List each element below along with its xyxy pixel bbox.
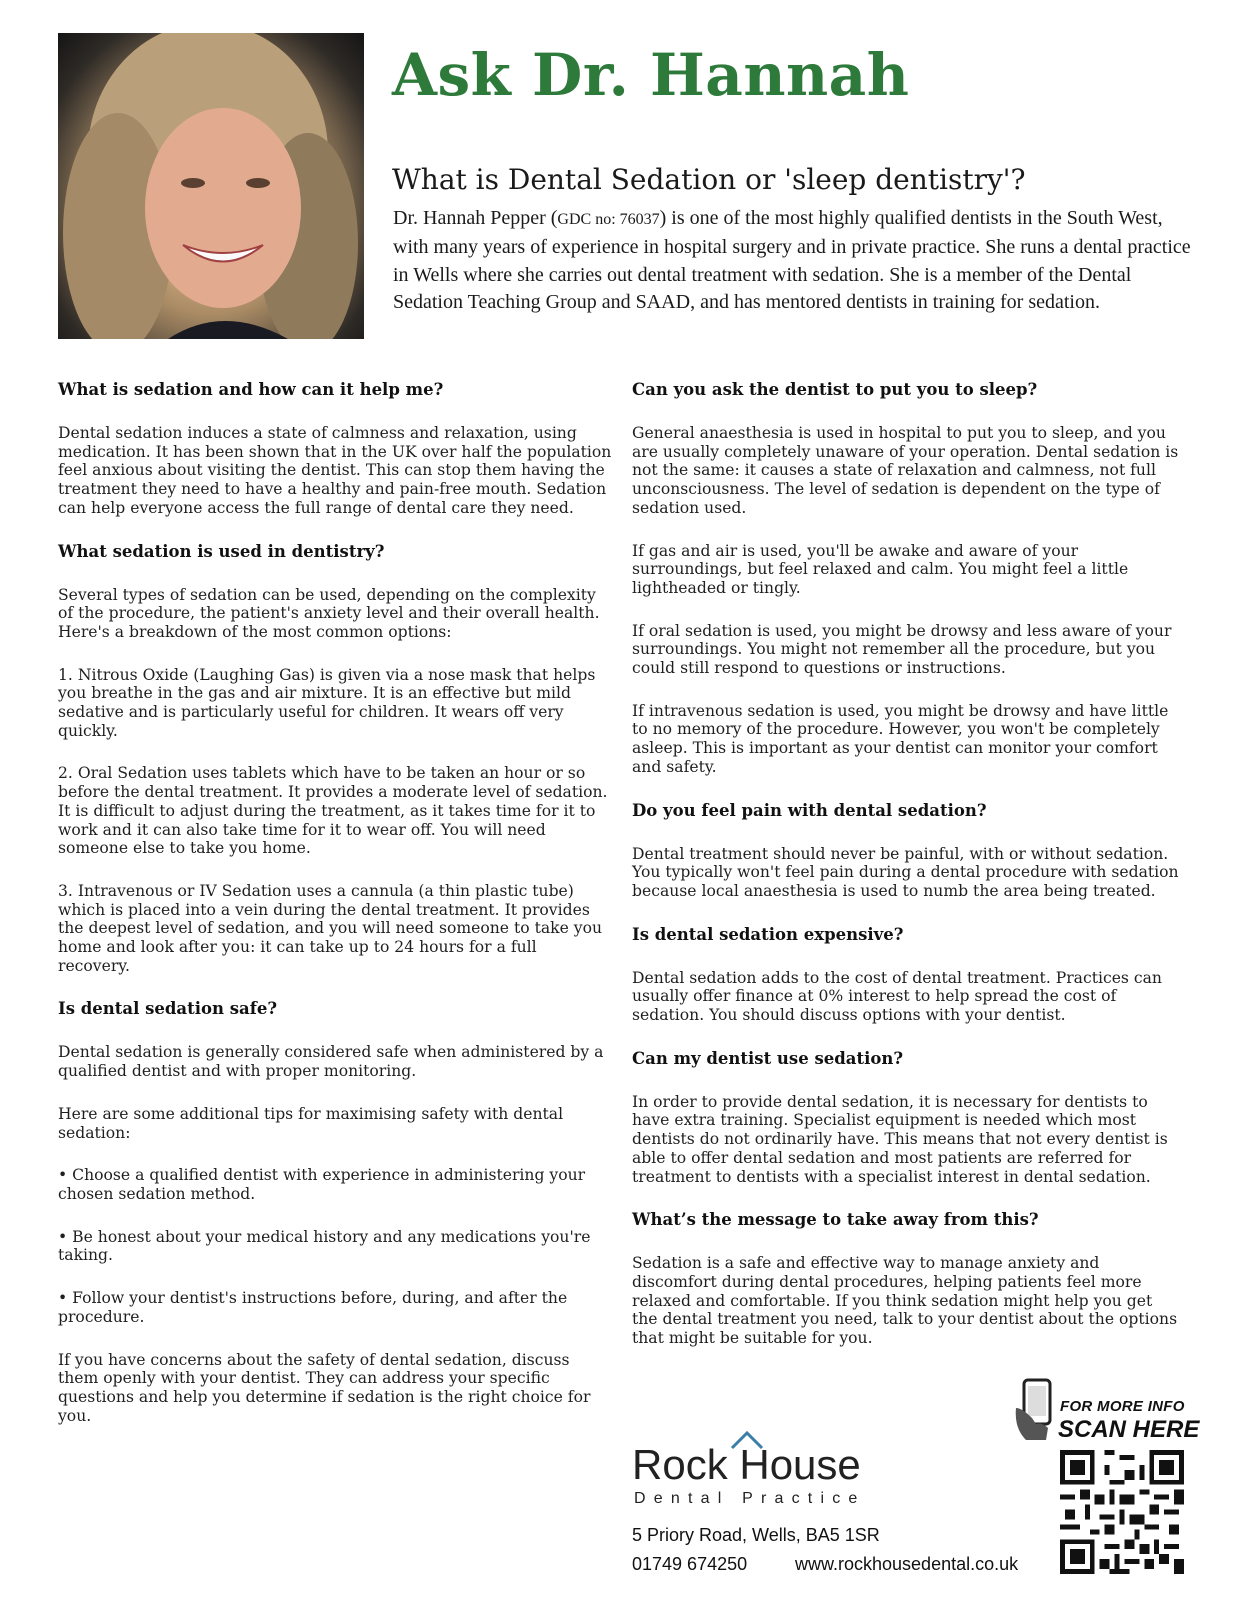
rock-house-logo (632, 1430, 892, 1510)
logo-wordmark: Rock House (632, 1441, 861, 1488)
paragraph: If intravenous sedation is used, you might be drowsy and have little to no memory of the procedure. However, you won't be completely asleep. This is important as your dentist can monitor your comfort and safety. (632, 701, 1169, 776)
section-heading: Is dental sedation safe? (58, 999, 278, 1019)
paragraph: If you have concerns about the safety of dental sedation, discuss them openly with your dentist. They can address your specific questions and help you determine if sedation is the right choice for you. (58, 1350, 591, 1425)
hand-phone-icon (1012, 1378, 1056, 1446)
paragraph: If gas and air is used, you'll be awake and aware of your surroundings, but feel relaxed and calm. You might feel a little lightheaded or tingly. (632, 541, 1129, 597)
paragraph: Dental treatment should never be painful, with or without sedation. You typically won't feel pain during a dental procedure with sedation because local anaesthesia is used to numb the area being treated. (632, 844, 1179, 900)
bullet-item: • Follow your dentist's instructions before, during, and after the procedure. (58, 1289, 568, 1326)
section-heading: What sedation is used in dentistry? (58, 541, 385, 561)
bullet-item: • Be honest about your medical history and any medications you're taking. (58, 1227, 591, 1265)
paragraph: Sedation is a safe and effective way to manage anxiety and discomfort during dental procedures, helping patients feel more relaxed and comfortable. If you think sedation might help you get the dental treatment you need, talk to your dentist about the options that might be suitable for you. (632, 1254, 1178, 1348)
practice-website[interactable]: www.rockhousedental.co.uk (795, 1554, 1019, 1574)
paragraph: In order to provide dental sedation, it is necessary for dentists to have extra training. Specialist equipment is needed which most dentists do not ordinarily have. This means that not every dentist is able to offer dental sedation and most patients are referred for treatment to dentists with a specialist interest in dental sedation. (632, 1092, 1168, 1186)
bullet-item: • Choose a qualified dentist with experience in administering your chosen sedation method. (58, 1166, 586, 1203)
paragraph: Dental sedation is generally considered safe when administered by a qualified dentist and with proper monitoring. (58, 1043, 604, 1081)
paragraph: 3. Intravenous or IV Sedation uses a cannula (a thin plastic tube) which is placed into a vein during the dental treatment. It provides the deepest level of sedation, and you will need someone to take you home and look after you: it can take up to 24 hours for a full recovery. (58, 881, 603, 975)
logo-tagline: Dental Practice (634, 1490, 866, 1507)
section-heading: What’s the message to take away from this? (632, 1210, 1039, 1230)
scan-caption-large: SCAN HERE (1058, 1416, 1200, 1443)
author-intro (393, 205, 1193, 317)
paragraph: Here are some additional tips for maximising safety with dental sedation: (58, 1104, 564, 1142)
intro-text-start: Dr. Hannah Pepper ( (393, 207, 558, 229)
paragraph: 2. Oral Sedation uses tablets which have to be taken an hour or so before the dental treatment. It provides a moderate level of sedation. It is difficult to adjust during the treatment, as it takes time for it to work and it can also take time for it to wear off. You will need someone else to take you home. (58, 764, 608, 858)
right-column (632, 380, 1182, 1372)
section-heading: Is dental sedation expensive? (632, 924, 904, 944)
qr-code-icon[interactable] (1060, 1450, 1184, 1574)
gdc-number: GDC no: 76037 (557, 211, 660, 228)
paragraph: General anaesthesia is used in hospital to put you to sleep, and you are usually completely unaware of your operation. Dental sedation is not the same: it causes a state of relaxation and calmness, not full unconsciousness. The level of sedation is dependent on the type of sedation used. (632, 424, 1179, 517)
section-heading: Can you ask the dentist to put you to sleep? (632, 380, 1038, 399)
paragraph: 1. Nitrous Oxide (Laughing Gas) is given via a nose mask that helps you breathe in the gas and air mixture. It is an effective but mild sedative and is particularly useful for children. It wears off very quickly. (58, 665, 596, 740)
section-heading: What is sedation and how can it help me? (58, 380, 444, 399)
paragraph: Several types of sedation can be used, depending on the complexity of the procedure, the patient's anxiety level and their overall health. Here's a breakdown of the most common options: (58, 585, 600, 641)
left-column (58, 380, 613, 1449)
practice-address: 5 Priory Road, Wells, BA5 1SR (632, 1525, 880, 1545)
page-subtitle: What is Dental Sedation or 'sleep dentistry'? (392, 163, 1026, 196)
page-title: Ask Dr. Hannah (392, 41, 910, 109)
paragraph: Dental sedation induces a state of calmness and relaxation, using medication. It has been shown that in the UK over half the population feel anxious about visiting the dentist. This can stop them having the treatment they need to have a healthy and pain-free mouth. Sedation can help everyone access the full range of dental care they need. (58, 424, 612, 517)
section-heading: Can my dentist use sedation? (632, 1048, 904, 1068)
intro-text-end: ) is one of the most highly qualified dentists in the South West, with many years of experience in hospital surgery and in private practice. She runs a dental practice in Wells where she carries out dental treatment with sedation. She is a member of the Dental Sedation Teaching Group and SAAD, and has mentored dentists in training for sedation. (393, 207, 1191, 314)
section-heading: Do you feel pain with dental sedation? (632, 800, 987, 820)
paragraph: Dental sedation adds to the cost of dental treatment. Practices can usually offer finance at 0% interest to help spread the cost of sedation. You should discuss options with your dentist. (632, 968, 1162, 1025)
paragraph: If oral sedation is used, you might be drowsy and less aware of your surroundings. You might not remember all the procedure, but you could still respond to questions or instructions. (632, 621, 1172, 678)
scan-caption-small: FOR MORE INFO (1060, 1398, 1185, 1415)
practice-phone: 01749 674250 (632, 1554, 748, 1574)
doctor-portrait-photo (58, 33, 364, 339)
